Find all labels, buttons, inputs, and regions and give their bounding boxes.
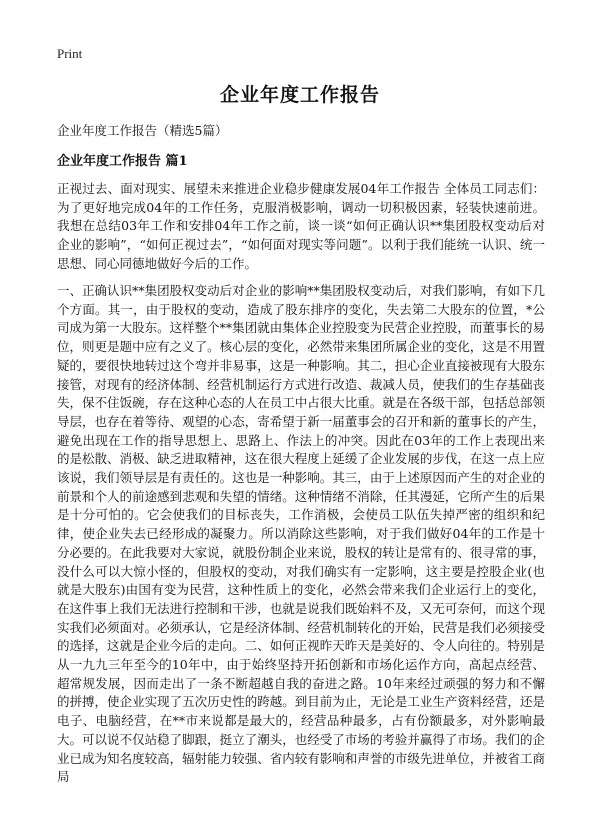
section-heading: 企业年度工作报告 篇1 bbox=[57, 154, 188, 169]
body-paragraph: 正视过去、面对现实、展望未来推进企业稳步健康发展04年工作报告 全体员工同志们：为了更好地完成04年的工作任务，克服消极影响，调动一切积极因素，轻装快速前进。我想在总结03年工作和安排04年工作之前，谈一谈“如何正确认识**集团股权变动后对企业的影响”，“如何正视过去”，“如何面对现实等问题”。以利于我们能统一认识、统一思想、同心同德地做好今后的工作。 bbox=[57, 181, 545, 271]
document-title: 企业年度工作报告 bbox=[219, 84, 380, 106]
document-subtitle: 企业年度工作报告（精选5篇） bbox=[57, 123, 228, 138]
body-paragraph: 一、正确认识**集团股权变动后对企业的影响**集团股权变动后，对我们影响，有如下几个方面。其一，由于股权的变动，造成了股东排序的变化，失去第二大股东的位置，*公司成为第一大股东。这样整个**集团就由集体企业控股变为民营企业控股，而董事长的易位，则更是题中应有之义了。核心层的变化，必然带来集团所属企业的变化，这是不用置疑的，要很快地转过这个弯并非易事，这是一种影响。其二，担心企业直接被现有大股东接管，对现有的经济体制、经营机制运行方式进行改造、裁减人员，使我们的生存基础丧失，保不住饭碗，存在这种心态的人在员工中占很大比重。就是在各级干部，包括总部领导层，也存在着等待、观望的心态，寄希望于新一届董事会的召开和新的董事长的产生，避免出现在工作的指导思想上、思路上、作法上的冲突。因此在03年的工作上表现出来的是松散、消极、缺乏进取精神，这在很大程度上延缓了企业发展的步伐，在这一点上应该说，我们领导层是有责任的。这也是一种影响。其三，由于上述原因而产生的对企业的前景和个人的前途感到悲观和失望的情绪。这种情绪不消除，任其漫延，它所产生的后果是十分可怕的。它会使我们的目标丧失，工作消极，会使员工队伍失掉严密的组织和纪律，使企业失去已经形成的凝聚力。所以消除这些影响，对于我们做好04年的工作是十分必要的。在此我要对大家说，就股份制企业来说，股权的转让是常有的、很寻常的事，没什么可以大惊小怪的，但股权的变动，对我们确实有一定影响，这主要是控股企业(也就是大股东)由国有变为民营，这种性质上的变化，必然会带来我们企业运行上的变化，在这件事上我们无法进行控制和干涉，也就是说我们既始料不及，又无可奈何，而这个现实我们必须面对。必须承认，它是经济体制、经营机制转化的开始，民营是我们必须接受的选择，这就是企业今后的走向。二、如何正视昨天昨天是美好的、令人向往的。特别是从一九九三年至今的10年中，由于始终坚持开拓创新和市场化运作方向，高起点经营、超常规发展，因而走出了一条不断超越自我的奋进之路。10年来经过顽强的努力和不懈的拼搏，使企业实现了五次历史性的跨越。到目前为止，无论是工业生产资料经营，还是电子、电脑经营，在**市来说都是最大的，经营品种最多，占有份额最多，对外影响最大。可以说不仅站稳了脚跟，挺立了潮头，也经受了市场的考验并赢得了市场。我们的企业已成为知名度较高，辐射能力较强、省内较有影响和声誉的市级先进单位，并被省工商局 bbox=[57, 283, 545, 785]
print-label: Print bbox=[57, 46, 83, 61]
